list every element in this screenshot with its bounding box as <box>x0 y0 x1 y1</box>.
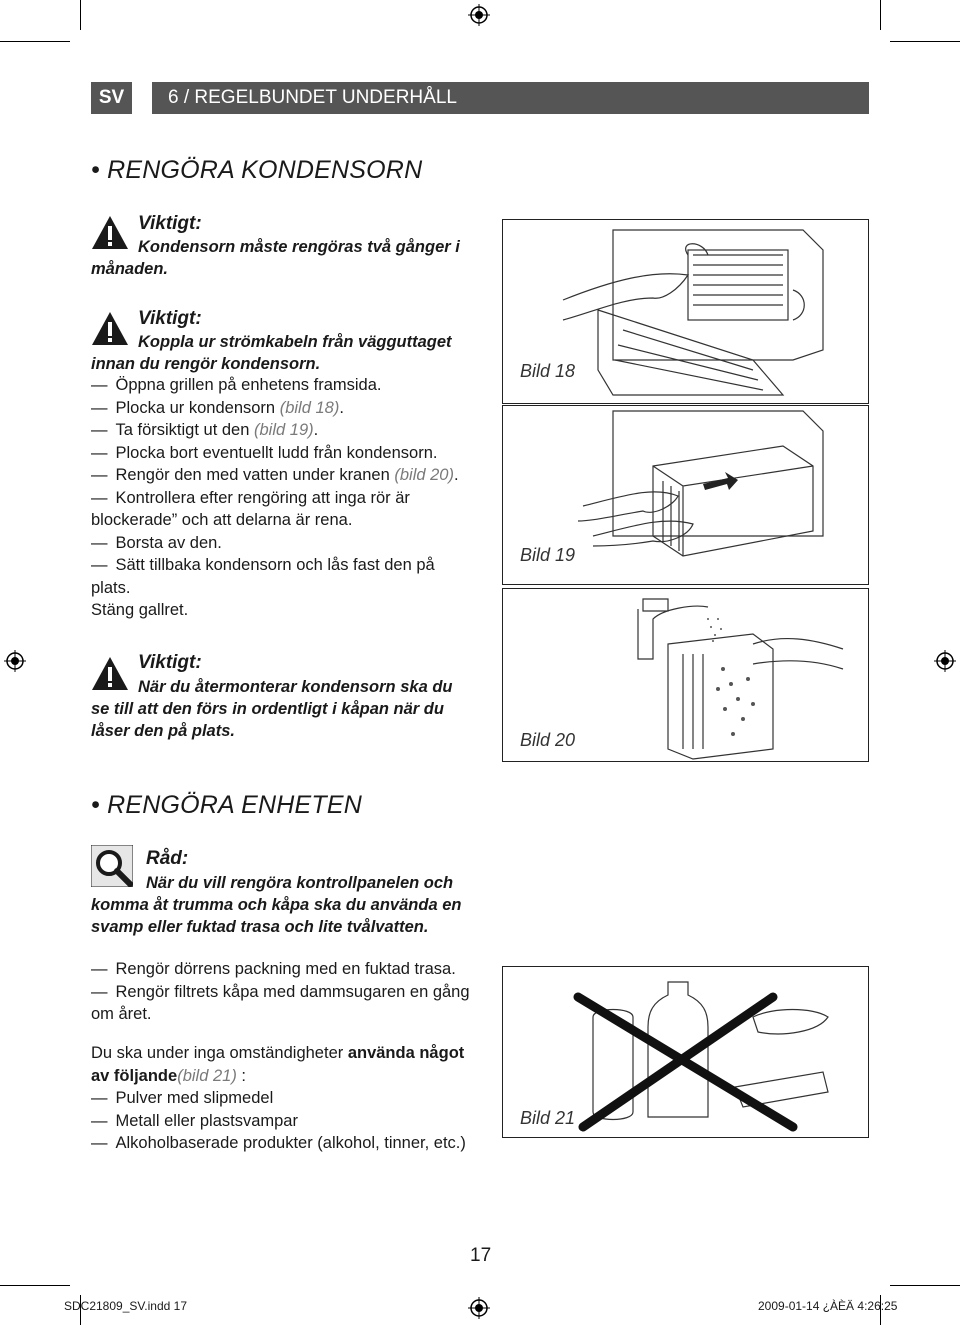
footer-timestamp: 2009-01-14 ¿ÀÈÄ 4:26:25 <box>758 1299 898 1313</box>
page-number: 17 <box>470 1245 492 1266</box>
list-item: — Pulver med slipmedel <box>91 1087 471 1110</box>
registration-mark-icon <box>934 650 956 672</box>
crop-mark <box>0 41 70 42</box>
crop-mark <box>880 0 881 30</box>
section-title: • RENGÖRA ENHETEN <box>91 791 362 819</box>
forbidden-intro: Du ska under inga omständigheter använda något av följande(bild 21) : <box>91 1044 465 1085</box>
crop-mark <box>890 41 960 42</box>
registration-mark-icon <box>468 1297 490 1319</box>
language-badge: SV <box>91 82 132 114</box>
figure-caption: Bild 18 <box>520 361 576 381</box>
list-item: — Plocka bort eventuellt ludd från kondensorn. <box>91 442 461 465</box>
footer-file-info: SDC21809_SV.indd 17 <box>64 1299 187 1313</box>
list-item: — Borsta av den. <box>91 532 461 555</box>
list-item: — Rengör den med vatten under kranen (bild 20). <box>91 464 461 487</box>
registration-mark-icon <box>468 4 490 26</box>
forbidden-block <box>91 1042 471 1155</box>
warning-label: Viktigt: <box>138 308 202 329</box>
crop-mark <box>80 0 81 30</box>
warning-label: Viktigt: <box>138 652 202 673</box>
list-item: — Öppna grillen på enhetens framsida. <box>91 374 461 397</box>
figure-caption: Bild 21 <box>520 1108 576 1128</box>
list-item: — Kontrollera efter rengöring att inga rör är blockerade” och att delarna är rena. <box>91 487 461 532</box>
figure-caption: Bild 20 <box>520 730 576 750</box>
crop-mark <box>0 1285 70 1286</box>
steps-list <box>91 374 461 622</box>
figure-caption: Bild 19 <box>520 545 576 565</box>
list-item: — Rengör filtrets kåpa med dammsugaren en gång om året. <box>91 981 471 1026</box>
cleaning-steps <box>91 958 471 1026</box>
warning-text: Koppla ur strömkabeln från vägguttaget innan du rengör kondensorn. <box>91 333 452 373</box>
closing-line: Stäng gallret. <box>91 601 189 619</box>
warning-text: När du återmonterar kondensorn ska du se till att den förs in ordentligt i kåpan när du låser den på plats. <box>91 678 453 740</box>
registration-mark-icon <box>4 650 26 672</box>
list-item: — Rengör dörrens packning med en fuktad trasa. <box>91 958 471 981</box>
list-item: — Metall eller plastsvampar <box>91 1110 471 1133</box>
warning-text: Kondensorn måste rengöras två gånger i månaden. <box>91 238 460 278</box>
chapter-header: 6 / REGELBUNDET UNDERHÅLL <box>152 82 869 114</box>
list-item: — Ta försiktigt ut den (bild 19). <box>91 419 461 442</box>
advice-label: Råd: <box>146 848 189 869</box>
list-item: — Alkoholbaserade produkter (alkohol, tinner, etc.) <box>91 1132 471 1155</box>
crop-mark <box>890 1285 960 1286</box>
list-item: — Sätt tillbaka kondensorn och lås fast den på plats. <box>91 554 461 599</box>
advice-text: När du vill rengöra kontrollpanelen och komma åt trumma och kåpa ska du använda en svamp eller fuktad trasa och lite tvålvatten. <box>91 874 462 936</box>
warning-label: Viktigt: <box>138 213 202 234</box>
section-title: • RENGÖRA KONDENSORN <box>91 156 423 184</box>
list-item: — Plocka ur kondensorn (bild 18). <box>91 397 461 420</box>
